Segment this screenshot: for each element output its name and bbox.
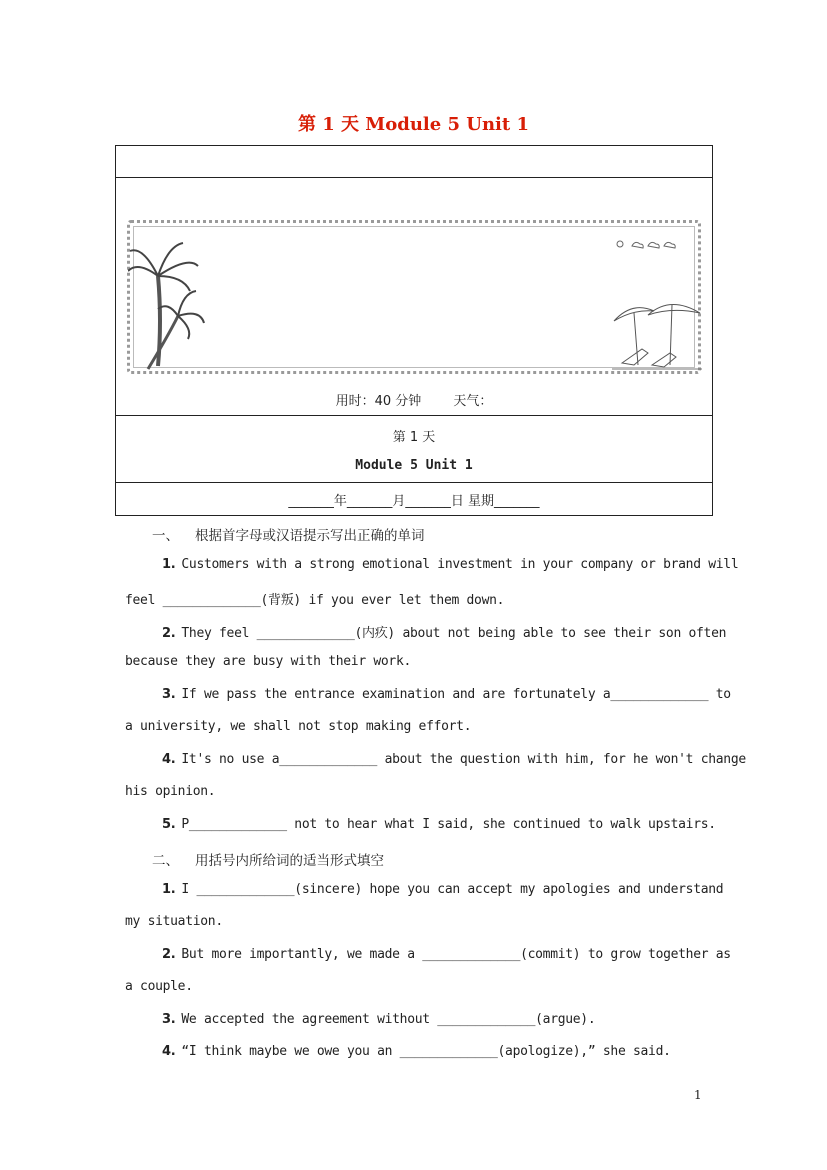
decorative-frame	[127, 220, 701, 374]
date-line: _______年_______月_______日 星期_______	[288, 494, 540, 509]
question-line: because they are busy with their work.	[125, 654, 412, 669]
beach-umbrella-icon	[612, 293, 704, 373]
question-line: a university, we shall not stop making effort.	[125, 719, 472, 734]
weather-label: 天气：	[453, 394, 493, 409]
page-number: 1	[694, 1088, 702, 1102]
section-heading: 一、 根据首字母或汉语提示写出正确的单词	[152, 528, 425, 544]
question-line: his opinion.	[125, 784, 216, 799]
page-title: 第 1 天 Module 5 Unit 1	[297, 114, 529, 135]
question-line: 5. P_____________ not to hear what I said, she continued to walk upstairs.	[162, 817, 716, 832]
date-row	[115, 482, 713, 516]
question-line: 2. They feel _____________(内疚) about not being able to see their son often	[162, 626, 727, 641]
module-label: Module 5 Unit 1	[355, 458, 473, 473]
question-line: 2. But more importantly, we made a _____________(commit) to grow together as	[162, 947, 731, 962]
question-line: my situation.	[125, 914, 223, 929]
day-module-row	[115, 415, 713, 483]
question-line: 3. If we pass the entrance examination and are fortunately a_____________ to	[162, 687, 731, 702]
question-line: 1. I _____________(sincere) hope you can accept my apologies and understand	[162, 882, 724, 897]
day-label: 第 1 天	[392, 430, 436, 445]
time-label: 用时：40 分钟	[335, 394, 422, 409]
section-heading: 二、 用括号内所给词的适当形式填空	[152, 853, 384, 869]
header-blank-row	[115, 145, 713, 178]
header-image-row	[115, 177, 713, 416]
question-line: 3. We accepted the agreement without _____________(argue).	[162, 1012, 596, 1027]
question-line: 1. Customers with a strong emotional investment in your company or brand will	[162, 557, 739, 572]
palm-tree-icon	[128, 231, 218, 371]
weather-icons	[614, 237, 678, 251]
time-weather-line	[116, 390, 712, 409]
question-line: 4. “I think maybe we owe you an _____________(apologize),” she said.	[162, 1044, 671, 1059]
question-line: a couple.	[125, 979, 193, 994]
question-line: feel _____________(背叛) if you ever let them down.	[125, 593, 505, 608]
question-line: 4. It's no use a_____________ about the question with him, for he won't change	[162, 752, 746, 767]
